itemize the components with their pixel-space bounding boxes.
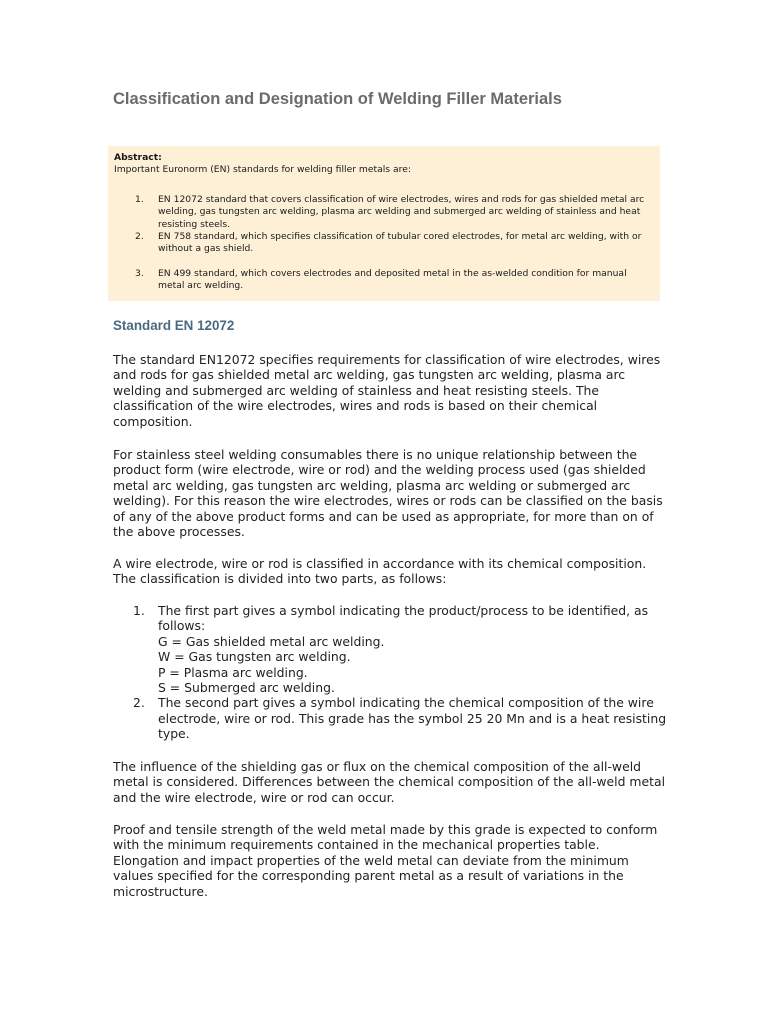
abstract-list-item	[114, 268, 654, 293]
abstract-box	[108, 146, 660, 301]
body-paragraph: The influence of the shielding gas or flux on the chemical composition of the all-weld metal is considered. Differences between the chemical composition of the all-weld metal and the wire electrode, wire or rod can occur.	[113, 759, 666, 805]
abstract-intro: Important Euronorm (EN) standards for welding filler metals are:	[114, 164, 411, 176]
body-paragraph: The standard EN12072 specifies requirements for classification of wire electrodes, wires and rods for gas shielded metal arc welding, gas tungsten arc welding, plasma arc welding and submerged arc welding of stainless and heat resisting steels. The classification of the wire electrodes, wires and rods is based on their chemical composition.	[113, 352, 661, 429]
abstract-list-item	[114, 231, 654, 256]
page-title: Classification and Designation of Welding Filler Materials	[113, 90, 562, 108]
process-symbol-line: W = Gas tungsten arc welding.	[158, 649, 351, 665]
list-number: 1.	[135, 193, 144, 205]
list-number: 3.	[135, 267, 144, 279]
abstract-list	[114, 194, 654, 293]
process-symbol-line: S = Submerged arc welding.	[158, 680, 335, 696]
body-paragraph: Proof and tensile strength of the weld metal made by this grade is expected to conform with the minimum requirements contained in the mechanical properties table. Elongation and impact properties of the weld metal can deviate from the minimum values specified for the corresponding parent metal as a result of variations in the microstructure.	[113, 822, 658, 899]
section-heading: Standard EN 12072	[113, 318, 235, 333]
list-number: 2.	[133, 695, 145, 711]
body-paragraph: A wire electrode, wire or rod is classified in accordance with its chemical composition. The classification is divided into two parts, as follows:	[113, 556, 647, 587]
process-symbol-line: P = Plasma arc welding.	[158, 664, 308, 680]
list-item-text: EN 12072 standard that covers classification of wire electrodes, wires and rods for gas shielded metal arc welding, gas tungsten arc welding, plasma arc welding and submerged arc welding of stainless and heat resisting steels.	[158, 193, 645, 230]
list-item-text: EN 499 standard, which covers electrodes and deposited metal in the as-welded condition for manual metal arc welding.	[158, 267, 627, 292]
abstract-list-item	[114, 194, 654, 231]
list-item-text: The first part gives a symbol indicating the product/process to be identified, as follows:	[158, 603, 649, 634]
classification-list-item	[113, 695, 669, 741]
list-number: 2.	[135, 231, 144, 243]
list-item-text: The second part gives a symbol indicating the chemical composition of the wire electrode, wire or rod. This grade has the symbol 25 20 Mn and is a heat resisting type.	[158, 695, 667, 742]
process-symbol-line: G = Gas shielded metal arc welding.	[158, 633, 385, 649]
abstract-heading: Abstract:	[114, 152, 162, 163]
body-paragraph: For stainless steel welding consumables there is no unique relationship between the product form (wire electrode, wire or rod) and the welding process used (gas shielded metal arc welding, gas tungsten arc welding, plasma arc welding or submerged arc welding). For this reason the wire electrodes, wires or rods can be classified on the basis of any of the above product forms and can be used as appropriate, for more than on of the above processes.	[113, 447, 663, 540]
list-number: 1.	[133, 603, 145, 618]
list-item-text: EN 758 standard, which specifies classification of tubular cored electrodes, for metal arc welding, with or without a gas shield.	[158, 231, 642, 255]
classification-list	[113, 603, 669, 742]
classification-list-item	[113, 603, 669, 695]
